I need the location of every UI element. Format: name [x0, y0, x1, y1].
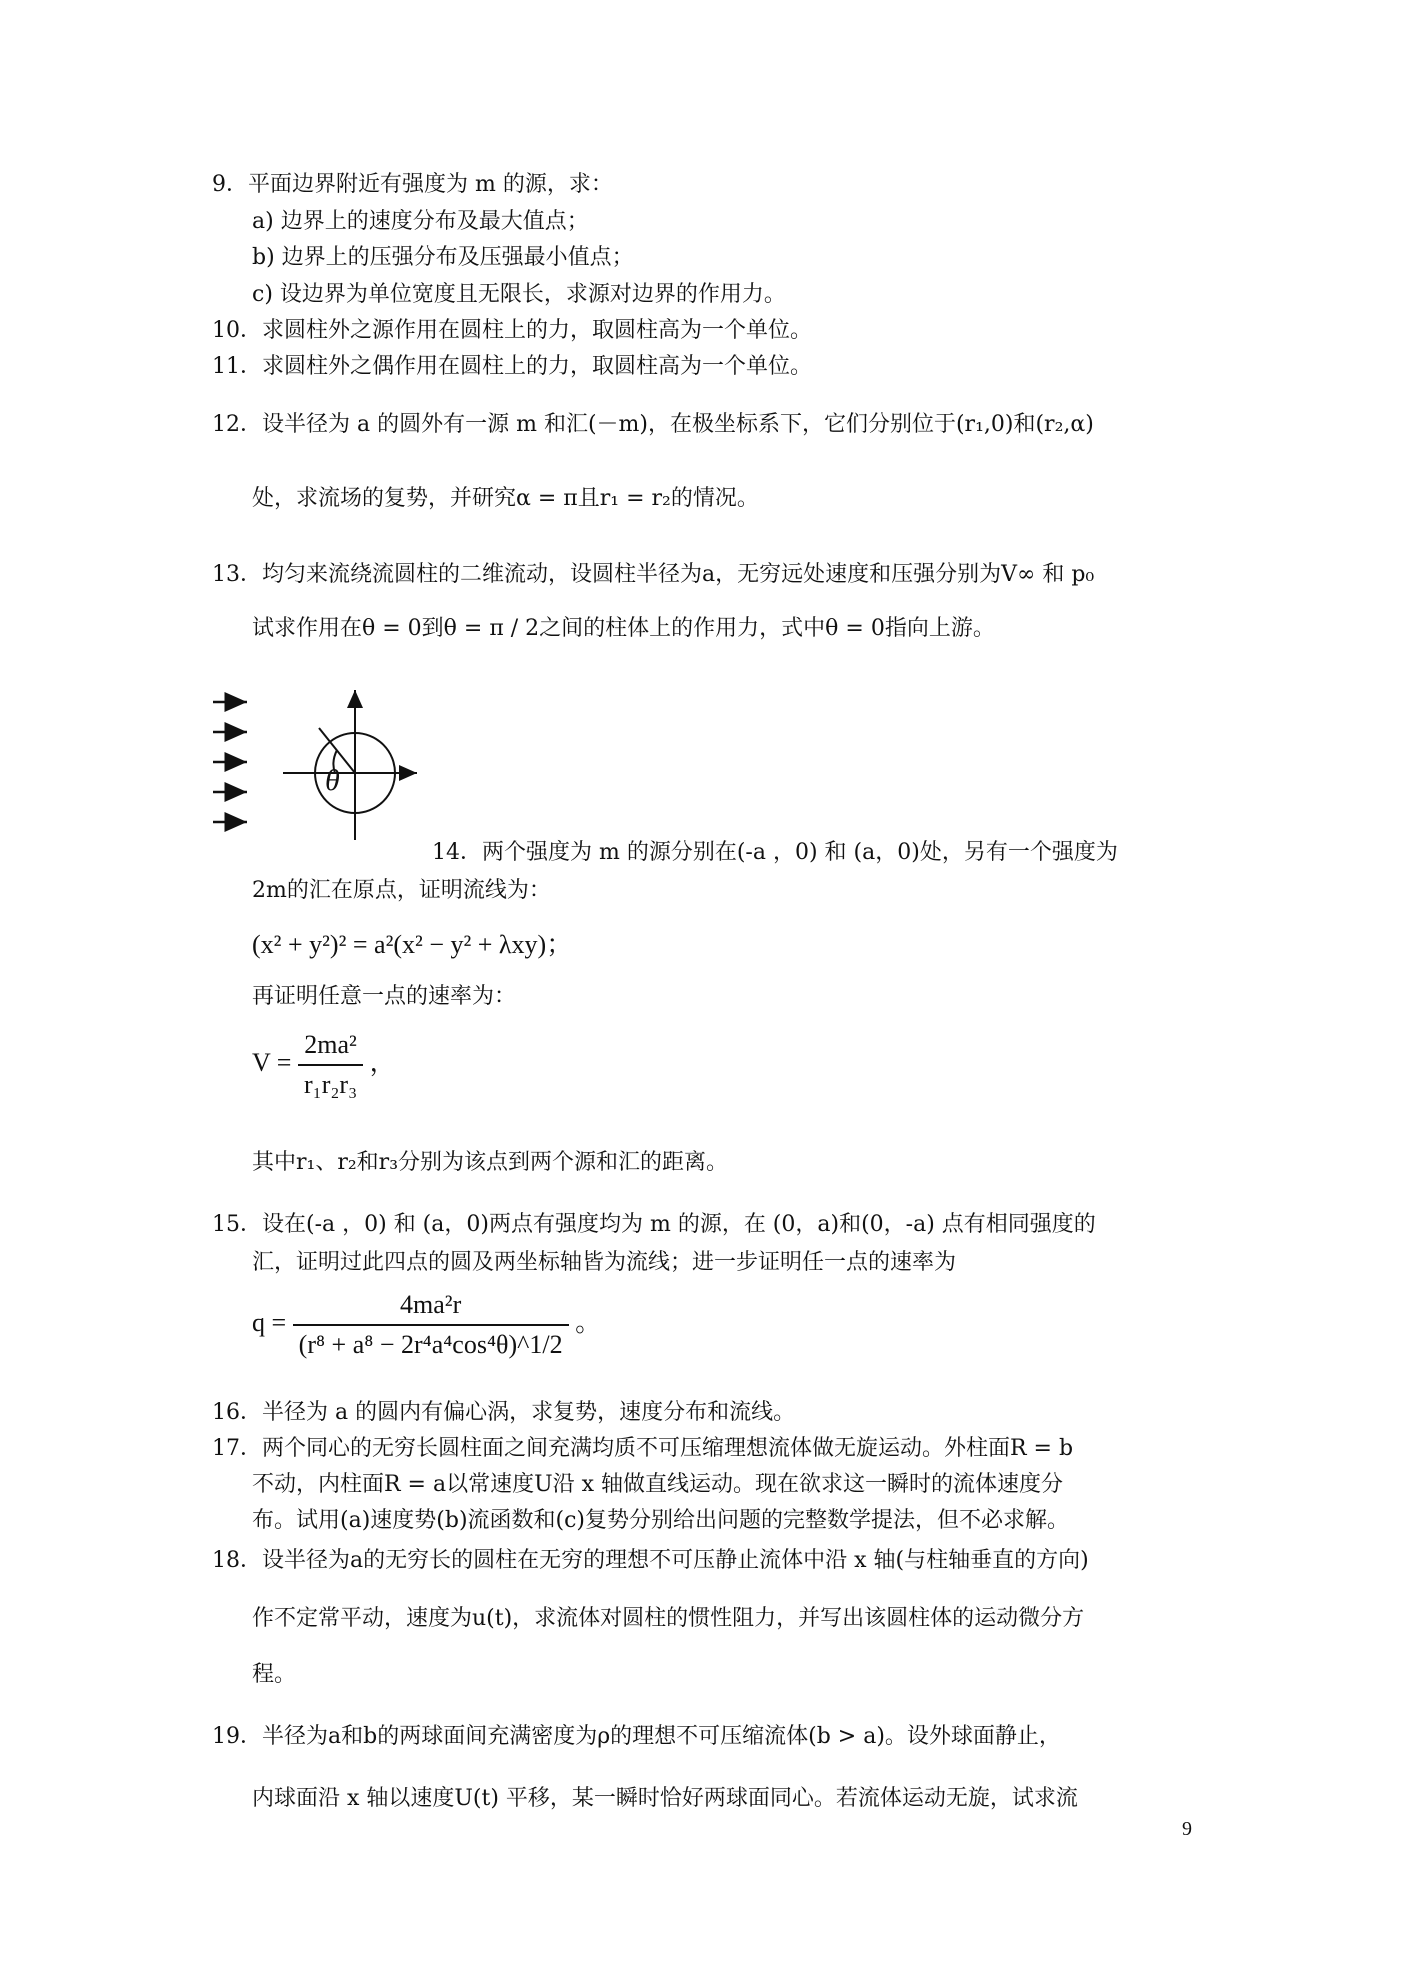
- cylinder-flow-figure: [205, 680, 425, 850]
- problem-18-line2: 作不定常平动，速度为u(t)，求流体对圆柱的惯性阻力，并写出该圆柱体的运动微分方: [252, 1606, 1085, 1631]
- streamline-equation: (x² + y²)² = a²(x² − y² + λxy)；: [252, 930, 573, 959]
- rate-fraction: [293, 1290, 569, 1360]
- problem-9-b: b) 边界上的压强分布及压强最小值点；: [252, 245, 634, 270]
- fraction-denominator: r₁r₂r₃: [303, 1070, 358, 1099]
- problem-9-head: 9．平面边界附近有强度为 m 的源，求：: [212, 172, 613, 197]
- problem-16: 16．半径为 a 的圆内有偏心涡，求复势，速度分布和流线。: [212, 1400, 796, 1425]
- problem-17-line2: 不动，内柱面R = a以常速度U沿 x 轴做直线运动。现在欲求这一瞬时的流体速度分: [252, 1472, 1064, 1497]
- eq-tail: 。: [575, 1307, 602, 1337]
- fraction-numerator: 2ma²: [298, 1030, 363, 1066]
- fraction-denominator: (r⁸ + a⁸ − 2r⁴a⁴cos⁴θ)^1/2: [298, 1330, 563, 1359]
- problem-18-line1: 18．设半径为a的无穷长的圆柱在无穷的理想不可压静止流体中沿 x 轴(与柱轴垂直的方向): [212, 1548, 1089, 1573]
- problem-13-line2: 试求作用在θ = 0到θ = π / 2之间的柱体上的作用力，式中θ = 0指向上游。: [252, 616, 995, 641]
- eq-tail: ，: [369, 1047, 396, 1077]
- page-number: 9: [1182, 1818, 1192, 1840]
- problem-10: 10．求圆柱外之源作用在圆柱上的力，取圆柱高为一个单位。: [212, 318, 812, 343]
- problem-15-line2: 汇，证明过此四点的圆及两坐标轴皆为流线；进一步证明任一点的速率为: [252, 1250, 957, 1275]
- problem-15-line1: 15．设在(-a ，0) 和 (a，0)两点有强度均为 m 的源，在 (0，a)和(0，-a) 点有相同强度的: [212, 1212, 1096, 1237]
- rate-equation: [252, 1290, 601, 1360]
- eq-lhs: q =: [252, 1307, 287, 1337]
- speed-equation: [252, 1030, 396, 1100]
- problem-11: 11．求圆柱外之偶作用在圆柱上的力，取圆柱高为一个单位。: [212, 354, 812, 379]
- problem-14-line4: 其中r₁、r₂和r₃分别为该点到两个源和汇的距离。: [252, 1150, 729, 1175]
- problem-18-line3: 程。: [252, 1662, 297, 1687]
- problem-19-line1: 19．半径为a和b的两球面间充满密度为ρ的理想不可压缩流体(b > a)。设外球面静止，: [212, 1724, 1061, 1749]
- problem-14-line1: 14．两个强度为 m 的源分别在(-a ，0) 和 (a，0)处，另有一个强度为: [432, 840, 1118, 865]
- problem-12-line2: 处，求流场的复势，并研究α = π且r₁ = r₂的情况。: [252, 486, 759, 511]
- problem-13-line1: 13．均匀来流绕流圆柱的二维流动，设圆柱半径为a，无穷远处速度和压强分别为V∞ 和 p₀: [212, 562, 1095, 587]
- speed-fraction: [298, 1030, 363, 1100]
- problem-19-line2: 内球面沿 x 轴以速度U(t) 平移，某一瞬时恰好两球面同心。若流体运动无旋，试求流: [252, 1786, 1078, 1811]
- problem-17-line1: 17．两个同心的无穷长圆柱面之间充满均质不可压缩理想流体做无旋运动。外柱面R = b: [212, 1436, 1074, 1461]
- problem-14-line2: 2m的汇在原点，证明流线为：: [252, 878, 551, 903]
- problem-9-a: a) 边界上的速度分布及最大值点；: [252, 209, 589, 234]
- problem-9-c: c) 设边界为单位宽度且无限长，求源对边界的作用力。: [252, 282, 786, 307]
- problem-14-line3: 再证明任意一点的速率为：: [252, 984, 517, 1009]
- problem-12-line1: 12．设半径为 a 的圆外有一源 m 和汇(－m)，在极坐标系下，它们分别位于(r₁,0)和(r₂,α): [212, 412, 1094, 437]
- angle-label: θ: [325, 764, 340, 797]
- fraction-numerator: 4ma²r: [293, 1290, 569, 1326]
- problem-17-line3: 布。试用(a)速度势(b)流函数和(c)复势分别给出问题的完整数学提法，但不必求解。: [252, 1508, 1070, 1533]
- eq-lhs: V =: [252, 1047, 292, 1077]
